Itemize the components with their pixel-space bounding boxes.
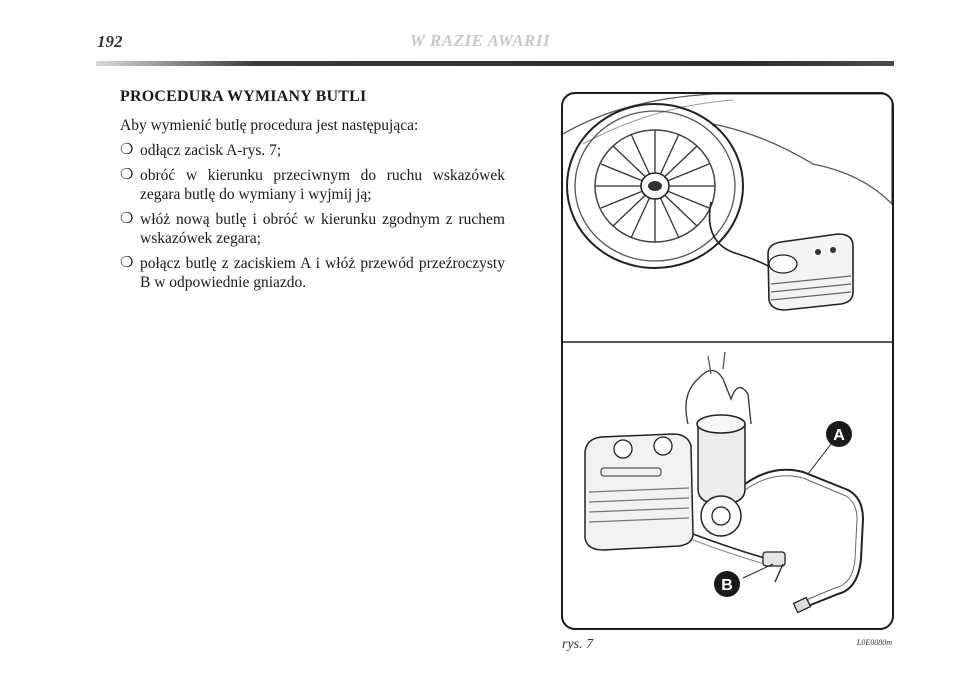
step-item [120,166,505,204]
figure-caption: rys. 7 [562,637,594,652]
bullet-icon: ❍ [120,142,134,158]
procedure-text [120,88,505,298]
figure-code: L0E0080m [856,638,892,647]
step-text: połącz butlę z zaciskiem A i włóż przewód przeźroczysty B w odpowiednie gniazdo. [140,255,505,291]
figure-illustration [561,92,894,630]
bullet-icon: ❍ [120,211,134,227]
label-a: A [833,427,845,444]
page-number: 192 [97,32,123,51]
wheel-illustration [563,94,892,310]
callout-b [714,571,740,597]
step-text: obróć w kierunku przeciwnym do ruchu wskazówek zegara butlę do wymiany i wyjmij ją; [140,167,505,203]
step-item [120,254,505,292]
section-title: W RAZIE AWARII [409,31,551,50]
header-divider [96,61,894,66]
procedure-title: PROCEDURA WYMIANY BUTLI [120,88,367,105]
step-item [120,141,505,160]
bullet-icon: ❍ [120,255,134,271]
bullet-icon: ❍ [120,167,134,183]
procedure-steps [120,141,505,292]
label-b: B [721,577,733,594]
page-header [0,0,960,70]
procedure-intro: Aby wymienić butlę procedura jest następująca: [120,117,419,134]
figure-svg [563,94,892,628]
step-item [120,210,505,248]
callout-a [826,421,852,447]
step-text: odłącz zacisk A-rys. 7; [140,142,282,159]
step-text: włóż nową butlę i obróć w kierunku zgodnym z ruchem wskazówek zegara; [140,211,505,247]
